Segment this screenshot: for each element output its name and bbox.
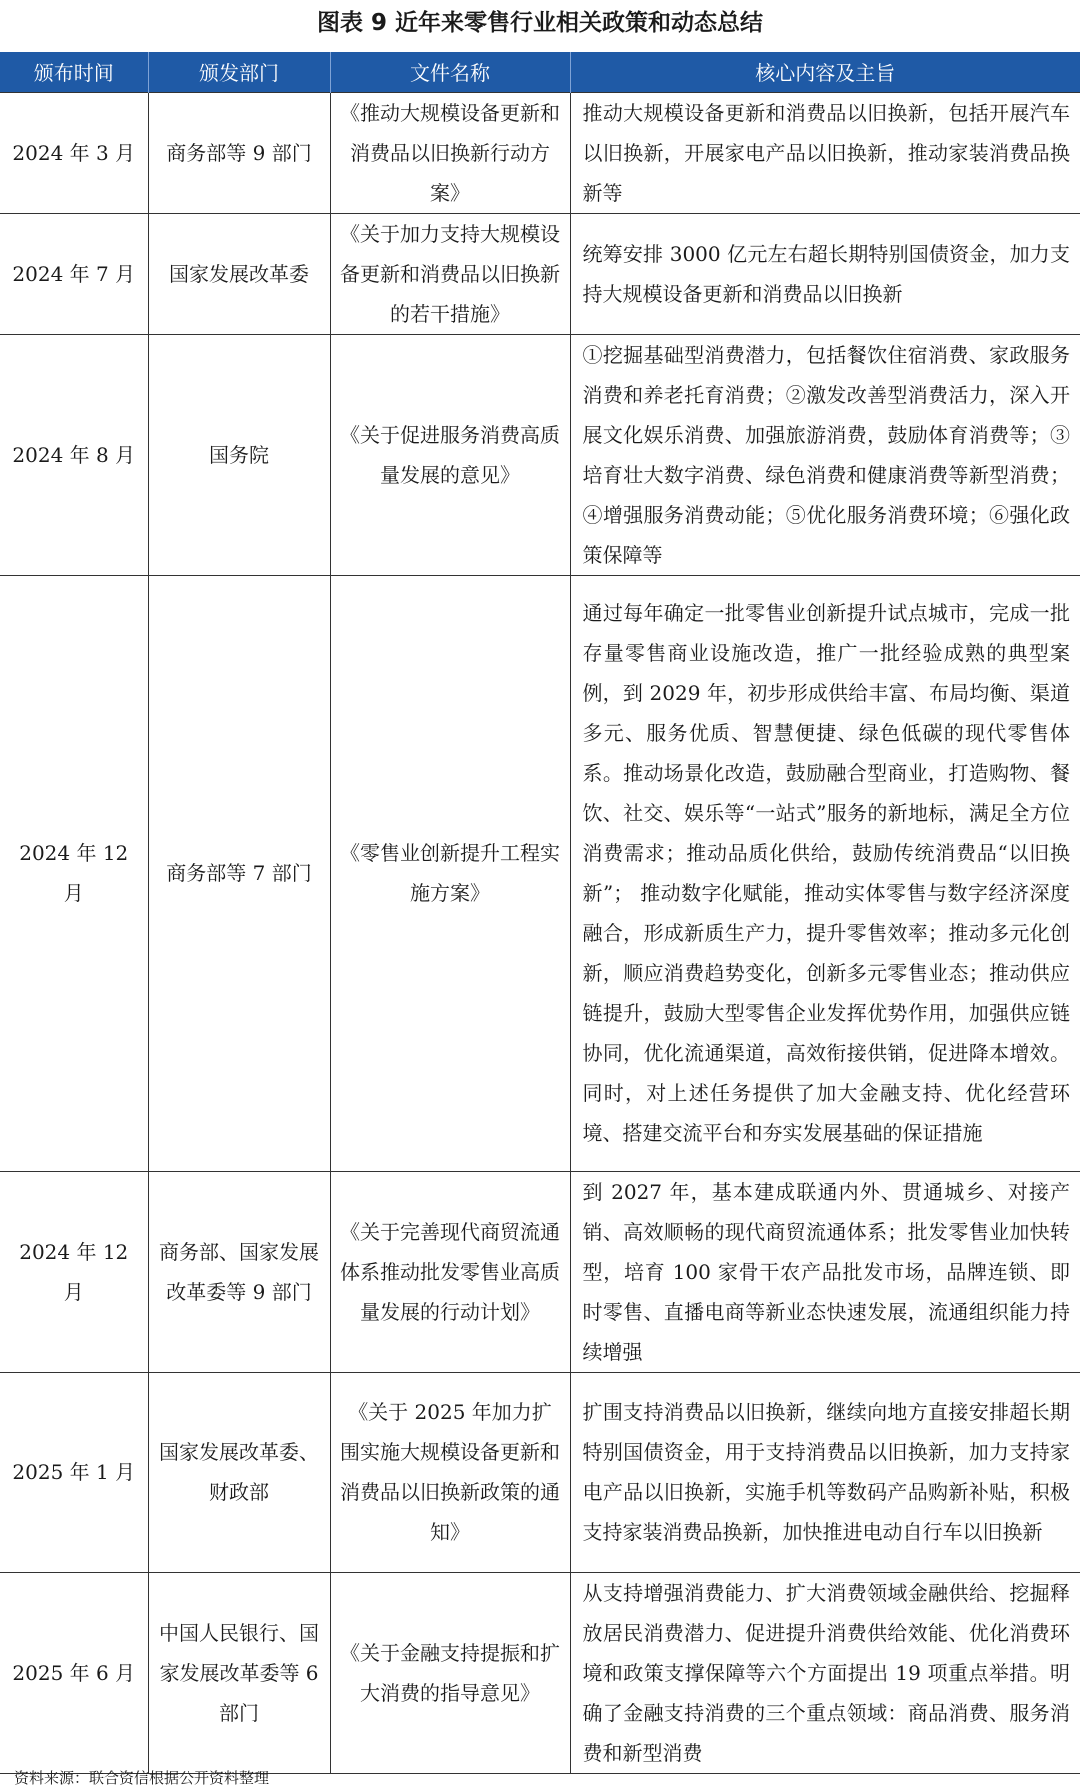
cell-document: 《推动大规模设备更新和消费品以旧换新行动方案》 <box>330 92 570 213</box>
cell-date: 2024 年 12 月 <box>0 575 148 1171</box>
cell-content: 推动大规模设备更新和消费品以旧换新，包括开展汽车以旧换新，开展家电产品以旧换新，推动家装消费品换新等 <box>570 92 1080 213</box>
cell-content: 通过每年确定一批零售业创新提升试点城市，完成一批存量零售商业设施改造，推广一批经验成熟的典型案例，到 2029 年，初步形成供给丰富、布局均衡、渠道多元、服务优质、智慧便捷、绿色低碳的现代零售体系。推动场景化改造，鼓励融合型商业，打造购物、餐饮、社交、娱乐等“一站式”服务的新地标，满足全方位消费需求；推动品质化供给，鼓励传统消费品“以旧换新”； 推动数字化赋能，推动实体零售与数字经济深度融合，形成新质生产力，提升零售效率；推动多元化创新，顺应消费趋势变化，创新多元零售业态；推动供应链提升，鼓励大型零售企业发挥优势作用，加强供应链协同，优化流通渠道，高效衔接供销，促进降本增效。同时，对上述任务提供了加大金融支持、优化经营环境、搭建交流平台和夯实发展基础的保证措施 <box>570 575 1080 1171</box>
cell-department: 国家发展改革委、财政部 <box>148 1372 330 1572</box>
cell-content: ①挖掘基础型消费潜力，包括餐饮住宿消费、家政服务消费和养老托育消费；②激发改善型消费活力，深入开展文化娱乐消费、加强旅游消费，鼓励体育消费等；③培育壮大数字消费、绿色消费和健康消费等新型消费；④增强服务消费动能；⑤优化服务消费环境；⑥强化政策保障等 <box>570 334 1080 575</box>
cell-content: 扩围支持消费品以旧换新，继续向地方直接安排超长期特别国债资金，用于支持消费品以旧换新，加力支持家电产品以旧换新，实施手机等数码产品购新补贴，积极支持家装消费品换新，加快推进电动自行车以旧换新 <box>570 1372 1080 1572</box>
cell-document: 《关于加力支持大规模设备更新和消费品以旧换新的若干措施》 <box>330 213 570 334</box>
source-note: 资料来源：联合资信根据公开资料整理 <box>14 1769 270 1787</box>
cell-date: 2024 年 3 月 <box>0 92 148 213</box>
table-row <box>0 213 1080 334</box>
cell-document: 《关于 2025 年加力扩围实施大规模设备更新和消费品以旧换新政策的通知》 <box>330 1372 570 1572</box>
header-content: 核心内容及主旨 <box>570 52 1080 92</box>
cell-document: 《关于完善现代商贸流通体系推动批发零售业高质量发展的行动计划》 <box>330 1171 570 1372</box>
table-header-row <box>0 52 1080 92</box>
cell-document: 《零售业创新提升工程实施方案》 <box>330 575 570 1171</box>
cell-content: 到 2027 年，基本建成联通内外、贯通城乡、对接产销、高效顺畅的现代商贸流通体系；批发零售业加快转型，培育 100 家骨干农产品批发市场，品牌连锁、即时零售、直播电商等新业态快速发展，流通组织能力持续增强 <box>570 1171 1080 1372</box>
cell-department: 国家发展改革委 <box>148 213 330 334</box>
table-row <box>0 1572 1080 1773</box>
table-row <box>0 334 1080 575</box>
table-row <box>0 575 1080 1171</box>
cell-date: 2024 年 7 月 <box>0 213 148 334</box>
header-document: 文件名称 <box>330 52 570 92</box>
cell-department: 中国人民银行、国家发展改革委等 6 部门 <box>148 1572 330 1773</box>
table-row <box>0 92 1080 213</box>
cell-department: 国务院 <box>148 334 330 575</box>
cell-document: 《关于金融支持提振和扩大消费的指导意见》 <box>330 1572 570 1773</box>
figure-title: 图表 9 近年来零售行业相关政策和动态总结 <box>316 10 764 36</box>
cell-date: 2024 年 12 月 <box>0 1171 148 1372</box>
cell-date: 2024 年 8 月 <box>0 334 148 575</box>
table-row <box>0 1171 1080 1372</box>
header-department: 颁发部门 <box>148 52 330 92</box>
cell-date: 2025 年 1 月 <box>0 1372 148 1572</box>
header-date: 颁布时间 <box>0 52 148 92</box>
cell-document: 《关于促进服务消费高质量发展的意见》 <box>330 334 570 575</box>
cell-content: 统筹安排 3000 亿元左右超长期特别国债资金，加力支持大规模设备更新和消费品以旧换新 <box>570 213 1080 334</box>
table-row <box>0 1372 1080 1572</box>
cell-department: 商务部、国家发展改革委等 9 部门 <box>148 1171 330 1372</box>
cell-department: 商务部等 9 部门 <box>148 92 330 213</box>
cell-date: 2025 年 6 月 <box>0 1572 148 1773</box>
policy-table <box>0 52 1080 1774</box>
cell-department: 商务部等 7 部门 <box>148 575 330 1171</box>
cell-content: 从支持增强消费能力、扩大消费领域金融供给、挖掘释放居民消费潜力、促进提升消费供给效能、优化消费环境和政策支撑保障等六个方面提出 19 项重点举措。明确了金融支持消费的三个重点领域：商品消费、服务消费和新型消费 <box>570 1572 1080 1773</box>
